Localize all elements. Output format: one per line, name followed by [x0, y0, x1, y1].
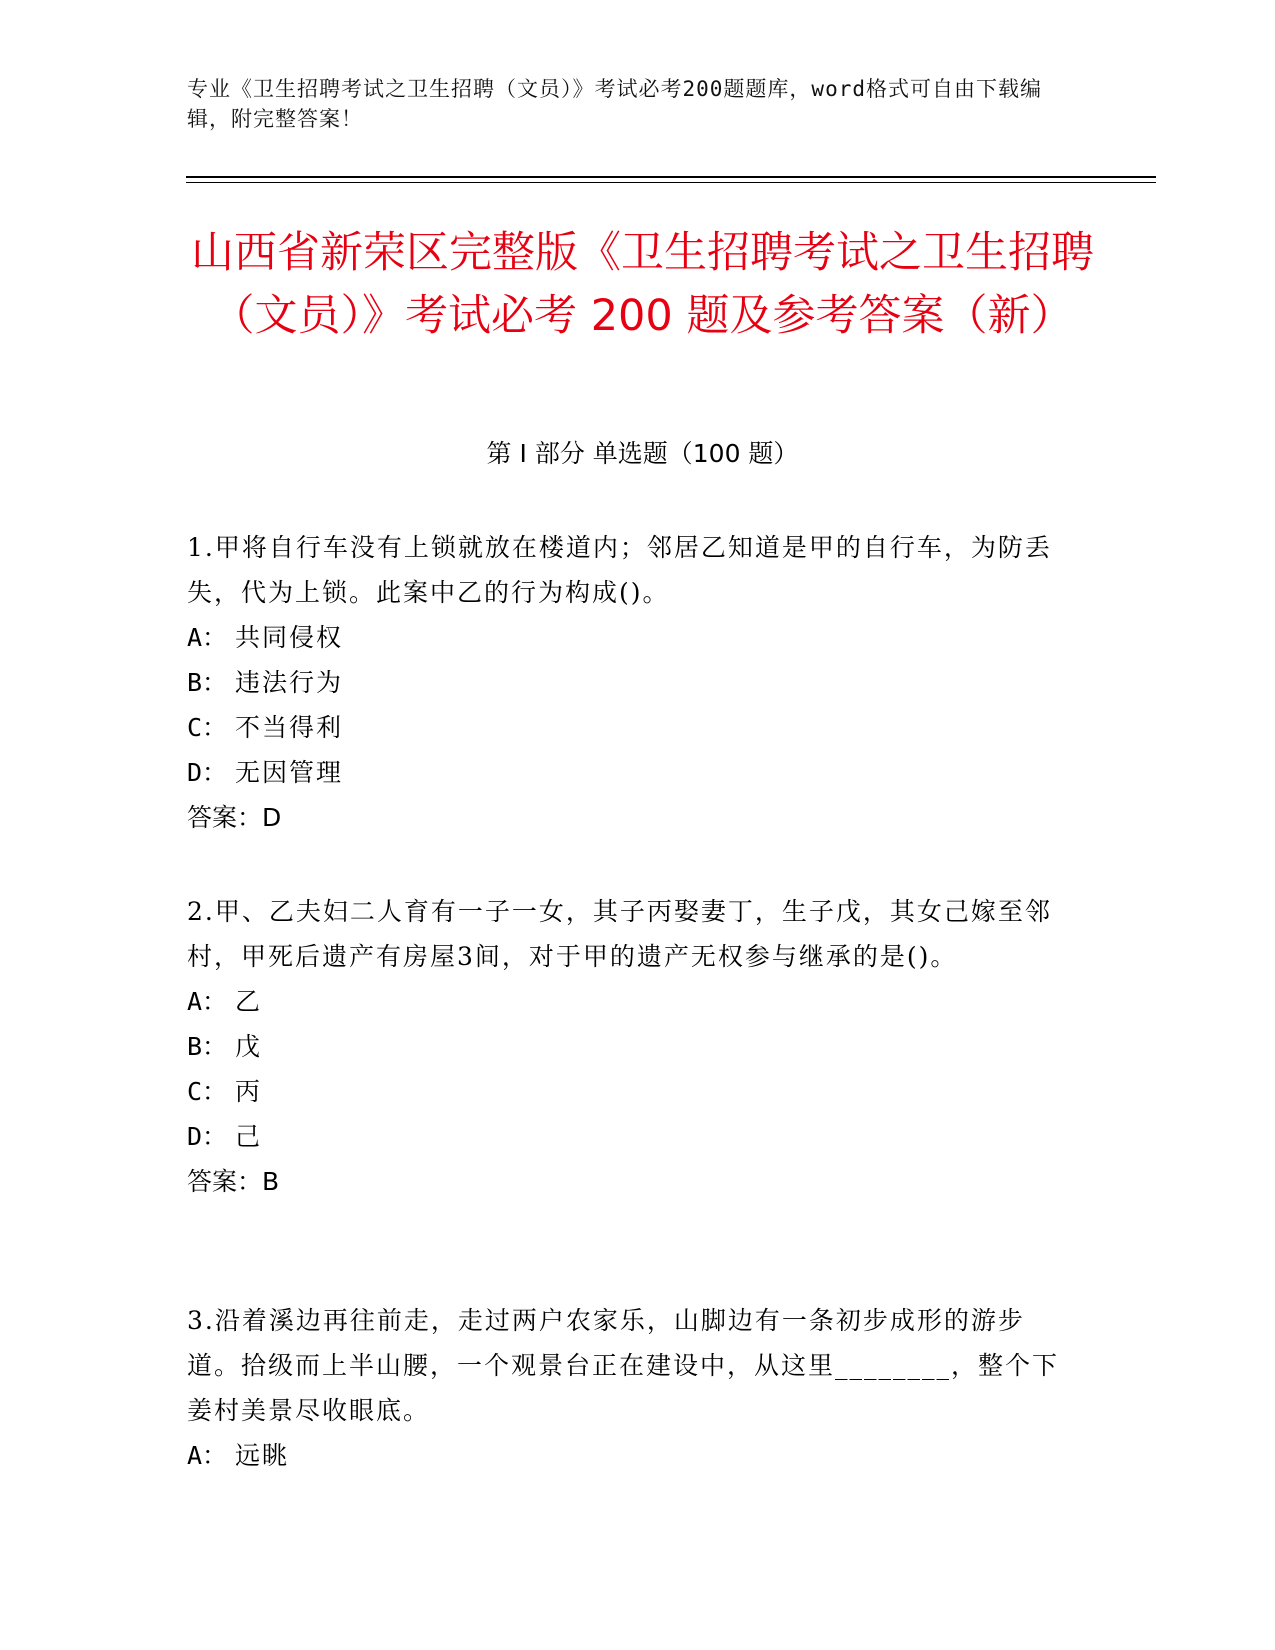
option-c — [187, 1069, 1067, 1114]
header-note: 专业《卫生招聘考试之卫生招聘（文员）》考试必考200题题库，word格式可自由下载编辑，附完整答案！ — [187, 77, 1042, 131]
option-a — [187, 1433, 1067, 1478]
question-1 — [187, 525, 1067, 840]
option-d — [187, 1114, 1067, 1159]
section-title: 第 I 部分 单选题（100 题） — [486, 439, 799, 468]
answer: 答案：D — [187, 803, 282, 832]
option-text: 共同侵权 — [235, 623, 344, 652]
option-text: 己 — [235, 1122, 263, 1151]
option-d — [187, 750, 1067, 795]
option-key: C： — [187, 713, 228, 742]
question-text: 1.甲将自行车没有上锁就放在楼道内；邻居乙知道是甲的自行车，为防丢失，代为上锁。此案中乙的行为构成()。 — [187, 533, 1052, 607]
option-a — [187, 615, 1067, 660]
option-text: 远眺 — [235, 1441, 290, 1470]
option-key: A： — [187, 987, 228, 1016]
option-b — [187, 1024, 1067, 1069]
document-title: 山西省新荣区完整版《卫生招聘考试之卫生招聘（文员）》考试必考 200 题及参考答案（新） — [191, 228, 1094, 341]
option-text: 乙 — [235, 987, 263, 1016]
option-text: 戊 — [235, 1032, 263, 1061]
header-divider-thick — [186, 176, 1156, 178]
option-key: A： — [187, 1441, 228, 1470]
answer: 答案：B — [187, 1167, 280, 1196]
option-key: B： — [187, 1032, 228, 1061]
option-key: A： — [187, 623, 228, 652]
option-key: D： — [187, 758, 228, 787]
option-c — [187, 705, 1067, 750]
option-text: 不当得利 — [235, 713, 344, 742]
question-2 — [187, 889, 1067, 1204]
option-a — [187, 979, 1067, 1024]
option-text: 丙 — [235, 1077, 263, 1106]
header-divider-thin — [186, 182, 1156, 183]
option-text: 违法行为 — [235, 668, 344, 697]
option-b — [187, 660, 1067, 705]
option-key: B： — [187, 668, 228, 697]
option-key: C： — [187, 1077, 228, 1106]
option-key: D： — [187, 1122, 228, 1151]
question-text: 3.沿着溪边再往前走，走过两户农家乐，山脚边有一条初步成形的游步道。拾级而上半山腰，一个观景台正在建设中，从这里________，整个下姜村美景尽收眼底。 — [187, 1306, 1060, 1425]
option-text: 无因管理 — [235, 758, 344, 787]
question-text: 2.甲、乙夫妇二人育有一子一女，其子丙娶妻丁，生子戊，其女己嫁至邻村，甲死后遗产有房屋3间，对于甲的遗产无权参与继承的是()。 — [187, 897, 1052, 971]
question-3 — [187, 1298, 1067, 1478]
